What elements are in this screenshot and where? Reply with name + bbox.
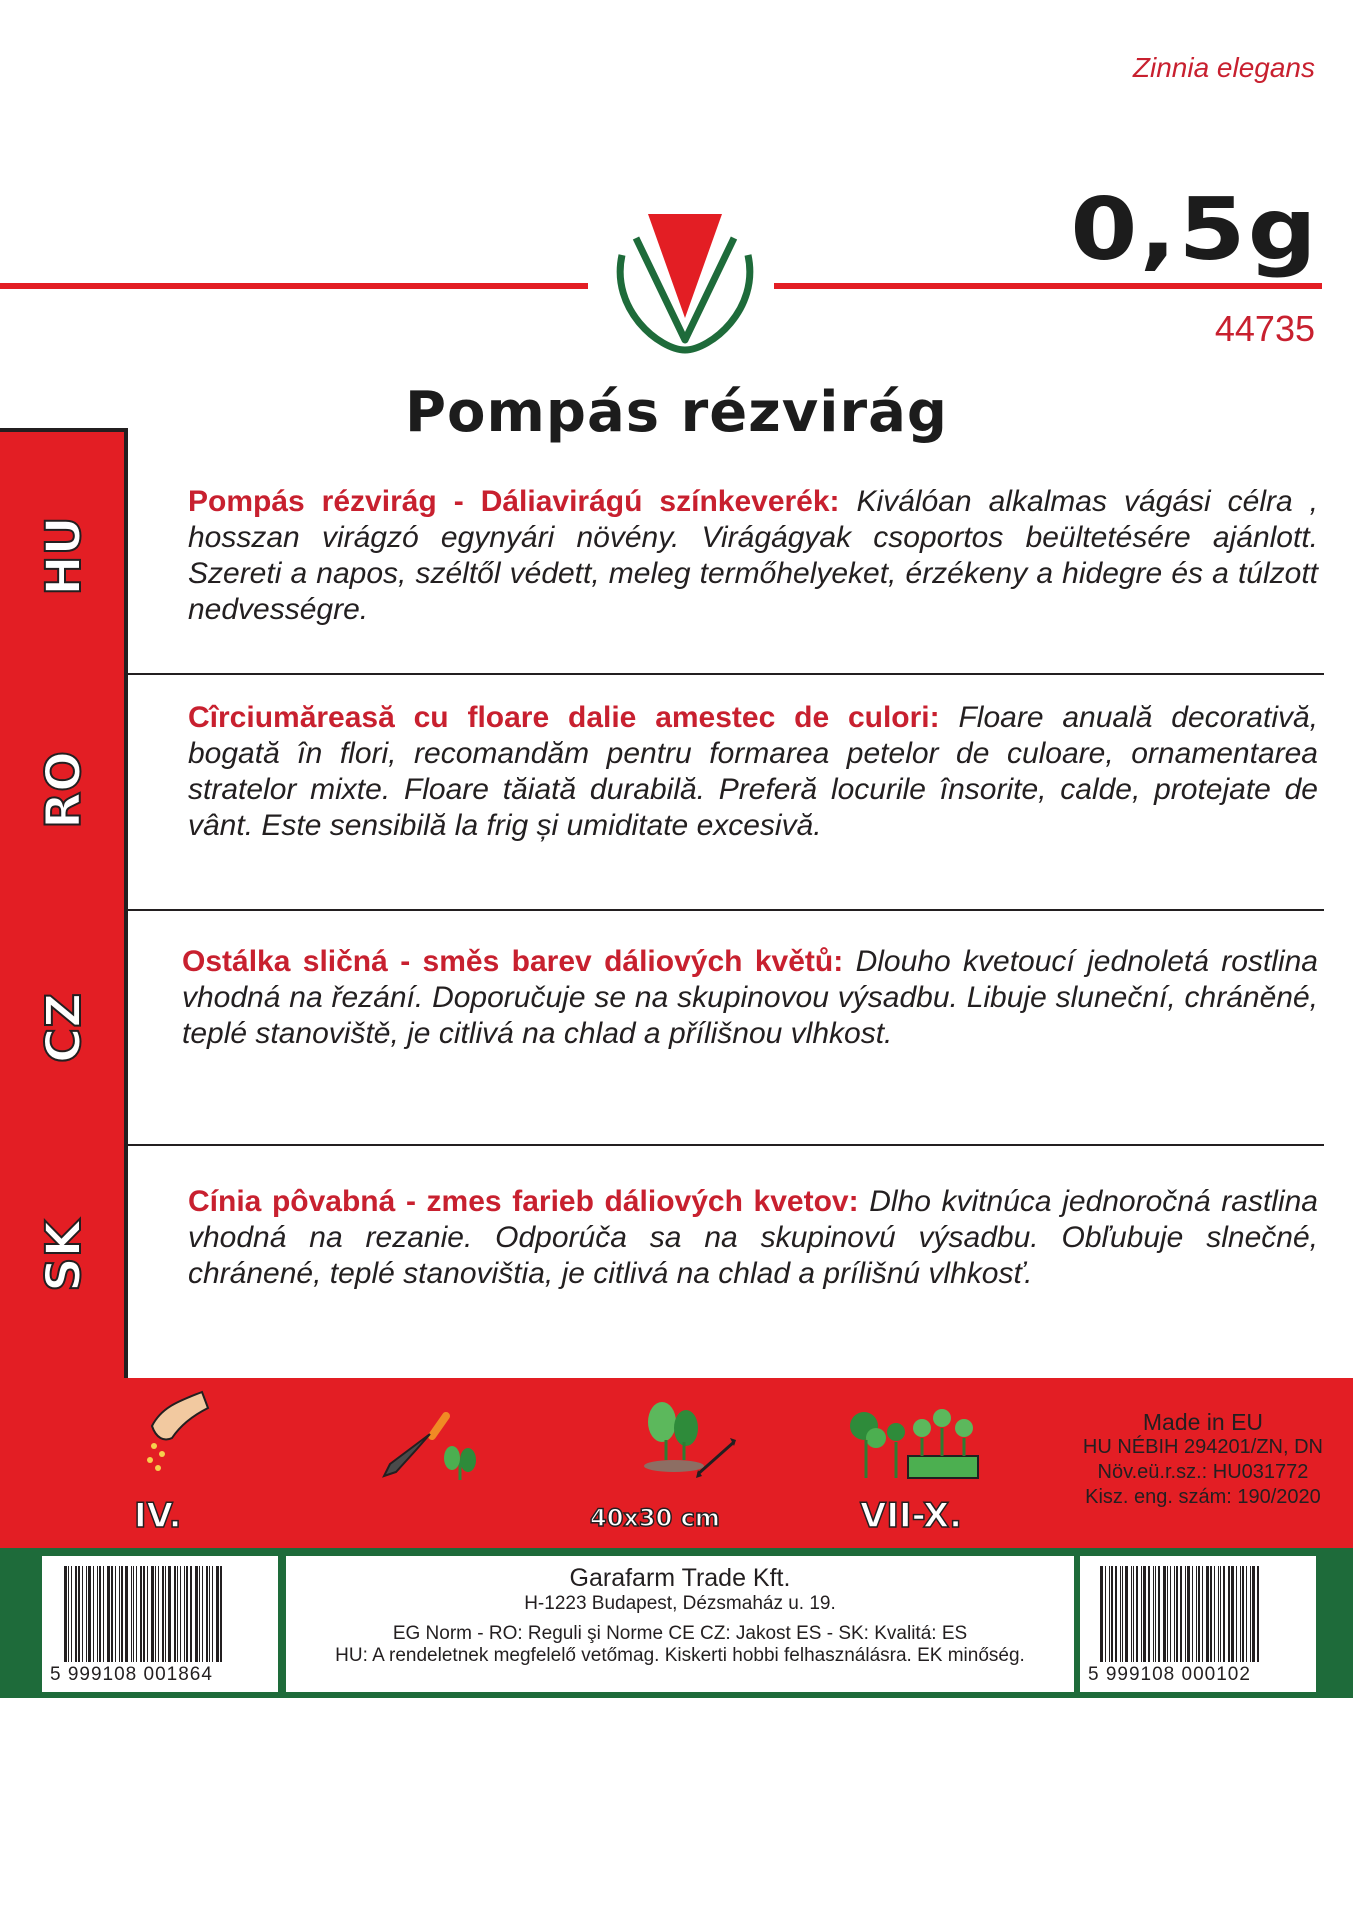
barcode-bar — [68, 1566, 69, 1662]
barcode-bar — [1220, 1566, 1221, 1662]
section-divider — [128, 673, 1324, 675]
barcode-bar — [136, 1566, 137, 1662]
barcode-bar — [99, 1566, 101, 1662]
company-name: Garafarm Trade Kft. — [569, 1564, 791, 1592]
barcode-bar — [1148, 1566, 1150, 1662]
lang-label-ro: RO — [36, 751, 92, 829]
barcode-bar — [1192, 1566, 1193, 1662]
barcode-bar — [107, 1566, 110, 1662]
barcode-bar — [1210, 1566, 1212, 1662]
barcode-bar — [1143, 1566, 1146, 1662]
description-hu — [188, 484, 1318, 628]
barcode-bar — [184, 1566, 185, 1662]
barcode-bar — [202, 1566, 203, 1662]
barcode-bar — [143, 1566, 145, 1662]
barcode-bar — [121, 1566, 123, 1662]
lang-label-hu: HU — [36, 516, 92, 596]
barcode-bar — [1141, 1566, 1142, 1662]
barcode-bar — [1252, 1566, 1255, 1662]
barcode-bar — [162, 1566, 164, 1662]
sowing-month: IV. — [134, 1496, 182, 1536]
barcode-bar — [147, 1566, 148, 1662]
barcode-bar — [1111, 1566, 1113, 1662]
section-divider — [128, 1144, 1324, 1146]
barcode-bar — [1125, 1566, 1128, 1662]
barcode-bar — [158, 1566, 159, 1662]
barcode-bar — [1122, 1566, 1123, 1662]
barcode-bar — [151, 1566, 154, 1662]
barcode-bar — [1187, 1566, 1190, 1662]
barcode-bar — [1120, 1566, 1121, 1662]
barcode-bar — [1158, 1566, 1160, 1662]
barcode-bar — [1206, 1566, 1209, 1662]
description-text: Dlho kvitnúca jednoročná rastlina vhodná na rezanie. Odporúča sa na skupinovú výsadbu. Obľubuje slnečné, chránené, teplé stanovištia, je citlivá na chlad a prílišnú vlhkosť. — [188, 1185, 1318, 1290]
barcode-bar — [212, 1566, 213, 1662]
plant-spacing-icon — [636, 1400, 740, 1484]
made-in: Made in EU — [1142, 1409, 1264, 1435]
flowering-plants-icon — [846, 1404, 986, 1484]
company-address: H-1223 Budapest, Dézsmaház u. 19. — [524, 1593, 836, 1614]
quality-norms: EG Norm - RO: Reguli şi Norme CE CZ: Jakost ES - SK: Kvalitá: ES — [392, 1623, 968, 1644]
barcode-bar — [1153, 1566, 1154, 1662]
barcode-bar — [64, 1566, 67, 1662]
section-divider — [128, 909, 1324, 911]
trowel-seedling-icon — [376, 1410, 486, 1490]
registration-packaging: Kisz. eng. szám: 190/2020 — [1085, 1486, 1321, 1508]
barcode-bar — [1136, 1566, 1138, 1662]
barcode-bar — [1131, 1566, 1132, 1662]
barcode-right — [1100, 1566, 1300, 1662]
barcode-bar — [1155, 1566, 1156, 1662]
barcode-bar — [190, 1566, 192, 1662]
barcode-bar — [1240, 1566, 1241, 1662]
description-heading: Ostálka sličná - směs barev dáliových květů: — [182, 945, 844, 978]
header-rule-left — [0, 283, 588, 289]
barcode-bar — [119, 1566, 120, 1662]
strip-top-border — [0, 428, 128, 432]
description-heading: Cîrciumăreasă cu floare dalie amestec de culori: — [188, 701, 940, 734]
barcode-bar — [165, 1566, 166, 1662]
description-ro — [188, 700, 1318, 844]
barcode-bar — [180, 1566, 181, 1662]
product-code: 44735 — [1214, 308, 1315, 349]
hand-sowing-seeds-icon — [132, 1386, 212, 1476]
description-cz — [182, 944, 1318, 1052]
barcode-bar — [216, 1566, 219, 1662]
barcode-bar — [1218, 1566, 1219, 1662]
barcode-bar — [1105, 1566, 1106, 1662]
barcode-bar — [115, 1566, 116, 1662]
barcode-bar — [1167, 1566, 1168, 1662]
barcode-bar — [1250, 1566, 1251, 1662]
barcode-bar — [1223, 1566, 1225, 1662]
registration-nebih: HU NÉBIH 294201/ZN, DN — [1082, 1436, 1323, 1458]
barcode-bar — [1163, 1566, 1166, 1662]
barcode-bar — [125, 1566, 128, 1662]
barcode-bar — [1115, 1566, 1117, 1662]
barcode-bar — [195, 1566, 198, 1662]
barcode-bar — [1176, 1566, 1178, 1662]
barcode-bar — [75, 1566, 77, 1662]
barcode-bar — [103, 1566, 104, 1662]
barcode-bar — [1202, 1566, 1203, 1662]
barcode-left — [64, 1566, 264, 1662]
barcode-bar — [199, 1566, 200, 1662]
barcode-bar — [131, 1566, 132, 1662]
barcode-bar — [1185, 1566, 1186, 1662]
barcode-bar — [1242, 1566, 1244, 1662]
barcode-bar — [155, 1566, 156, 1662]
barcode-bar — [88, 1566, 91, 1662]
brand-logo — [600, 200, 770, 360]
barcode-bar — [186, 1566, 188, 1662]
barcode-bar — [1246, 1566, 1247, 1662]
barcode-bar — [1174, 1566, 1175, 1662]
hu-note: HU: A rendeletnek megfelelő vetőmag. Kiskerti hobbi felhasználásra. EK minőség. — [335, 1645, 1025, 1666]
barcode-bar — [140, 1566, 142, 1662]
barcode-bar — [97, 1566, 98, 1662]
barcode-bar — [1100, 1566, 1103, 1662]
product-title: Pompás rézvirág — [405, 380, 948, 445]
latin-name: Zinnia elegans — [1132, 52, 1315, 83]
barcode-bar — [1109, 1566, 1110, 1662]
barcode-bar — [111, 1566, 113, 1662]
barcode-bar — [1133, 1566, 1134, 1662]
barcode-bar — [1170, 1566, 1171, 1662]
barcode-bar — [1196, 1566, 1197, 1662]
package-weight: 0,5g — [1070, 180, 1319, 280]
barcode-bar — [177, 1566, 178, 1662]
flowering-period: VII-X. — [860, 1496, 963, 1536]
barcode-bar — [174, 1566, 176, 1662]
registration-plant-health: Növ.eü.r.sz.: HU031772 — [1097, 1461, 1309, 1483]
barcode-bar — [1231, 1566, 1234, 1662]
barcode-bar — [133, 1566, 134, 1662]
description-text: Kiválóan alkalmas vágási célra , hosszan virágzó egynyári növény. Virágágyak csoportos beültetésére ajánlott. Szereti a napos, széltől védett, meleg termőhelyeket, érzékeny a hidegre és a túlzott nedvességre. — [188, 485, 1318, 626]
header-rule-right — [774, 283, 1322, 289]
barcode-bar — [78, 1566, 80, 1662]
description-text: Floare anuală decorativă, bogată în flori, recomandăm pentru formarea petelor de culoare, ornamentarea stratelor mixte. Floare tăiată durabilă. Preferă locurile însorite, calde, protejate de vânt. Este sensibilă la frig și umiditate excesivă. — [188, 701, 1319, 842]
barcode-left-number: 5 999108 001864 — [50, 1664, 213, 1685]
barcode-bar — [1180, 1566, 1182, 1662]
company-info — [286, 1556, 1074, 1692]
origin-registration — [1083, 1410, 1323, 1510]
description-heading: Pompás rézvirág - Dáliavirágú színkeverék: — [188, 485, 840, 518]
barcode-right-number: 5 999108 000102 — [1088, 1664, 1251, 1685]
barcode-bar — [1228, 1566, 1230, 1662]
lang-label-sk: SK — [36, 1220, 92, 1292]
barcode-bar — [168, 1566, 171, 1662]
lang-label-cz: CZ — [36, 992, 92, 1064]
plant-spacing: 40x30 cm — [590, 1504, 720, 1532]
barcode-bar — [1257, 1566, 1259, 1662]
barcode-bar — [1214, 1566, 1215, 1662]
barcode-bar — [82, 1566, 83, 1662]
barcode-bar — [209, 1566, 210, 1662]
description-heading: Cínia pôvabná - zmes farieb dáliových kvetov: — [188, 1185, 859, 1218]
strip-right-border — [124, 428, 128, 1380]
barcode-bar — [71, 1566, 72, 1662]
barcode-bar — [1236, 1566, 1237, 1662]
barcode-bar — [1198, 1566, 1200, 1662]
barcode-bar — [86, 1566, 87, 1662]
barcode-bar — [220, 1566, 222, 1662]
description-text: Dlouho kvetoucí jednoletá rostlina vhodná na řezání. Doporučuje se na skupinovou výsadbu. Libuje sluneční, chráněné, teplé stanoviště, je citlivá na chlad a přílišnou vlhkost. — [182, 945, 1318, 1050]
barcode-bar — [206, 1566, 208, 1662]
description-sk — [188, 1184, 1318, 1292]
barcode-bar — [93, 1566, 94, 1662]
